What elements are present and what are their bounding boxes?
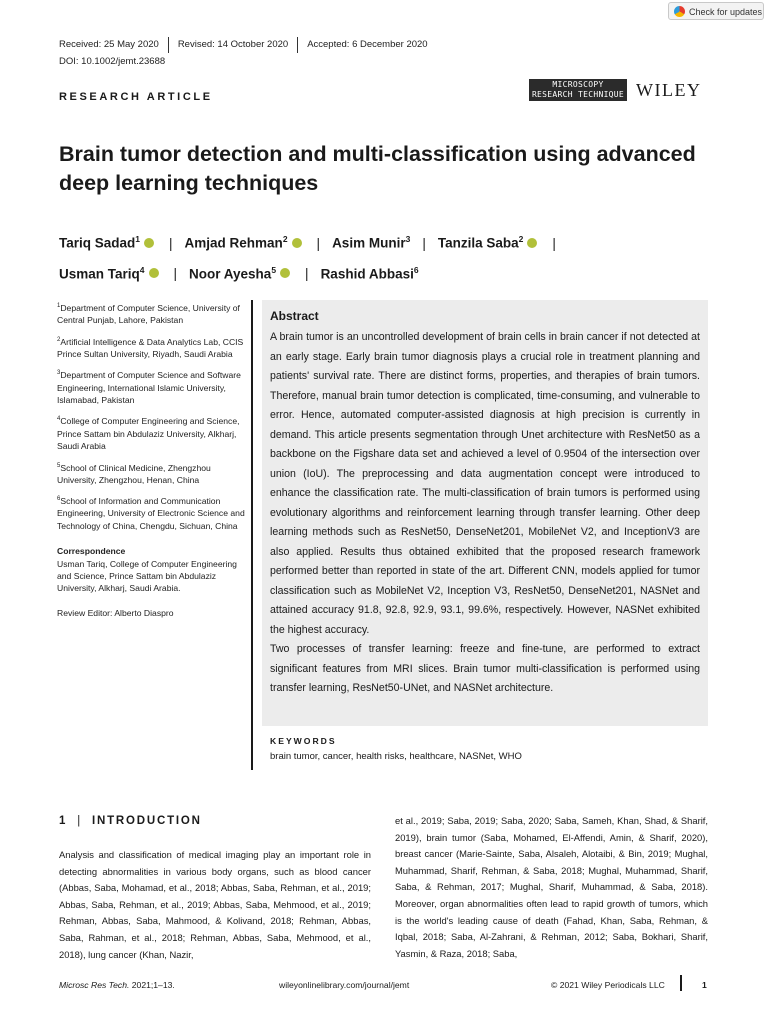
affiliation-num: 2 xyxy=(57,336,61,343)
affiliation-text: Department of Computer Science, University of Central Punjab, Lahore, Pakistan xyxy=(57,302,240,326)
intro-right-column: et al., 2019; Saba, 2019; Saba, 2020; Saba, Sameh, Khan, Shad, & Sharif, 2019), brain tumor (Saba, Mohamed, El-Affendi, Amin, & Sharif, 2020), breast cancer (Marie-Sainte, Saba, Alsaleh, Alotaibi, & Bin, 2019; Mughal, Muhammad, Sharif, Rehman, & Saba, 2018; Mughal, Muhammad, Sharif, Saba, & Rehman, 2017; Mughal, Sharif, Muhammad, & Saba, 2018). Moreover, organ abnormalities often lead to rapid growth of tumors, which is the world's leading cause of death (Fahad, Khan, Saba, Rehman, & Iqbal, 2018; Saba, Al-Zahrani, & Rehman, 2012; Saba, Bokhari, Sharif, Yasmin, & Raza, 2018; Saba, xyxy=(395,815,708,959)
correspondence-text: Usman Tariq, College of Computer Engineering and Science, Prince Sattam bin Abdulaziz University, Alkharj, Saudi Arabia. xyxy=(57,558,237,594)
footer-url[interactable]: wileyonlinelibrary.com/journal/jemt xyxy=(279,980,410,990)
affiliation xyxy=(57,367,245,406)
divider: | xyxy=(422,235,426,251)
author-name: Noor Ayesha xyxy=(189,266,272,281)
affiliation-text: Department of Computer Science and Software Engineering, International Islamic University, Islamabad, Pakistan xyxy=(57,370,241,406)
author-line-2 xyxy=(59,257,719,288)
orcid-icon[interactable] xyxy=(292,238,302,248)
affiliation-num: 5 xyxy=(57,462,61,469)
divider: | xyxy=(552,235,556,251)
divider: | xyxy=(77,815,82,827)
journal-logo-line2: RESEARCH TECHNIQUE xyxy=(531,90,625,99)
section-number: 1 xyxy=(59,815,68,827)
affiliation-num: 1 xyxy=(57,303,61,309)
journal-abbrev: Microsc Res Tech. xyxy=(59,980,130,990)
journal-logo-line1: MICROSCOPY xyxy=(552,80,604,89)
page-number: 1 xyxy=(702,980,707,990)
abstract-heading: Abstract xyxy=(270,309,319,323)
intro-left-column: Analysis and classification of medical imaging play an important role in detecting abnormalities in various body organs, such as blood cancer (Abbas, Saba, Mohamad, et al., 2018; Abbas, Saba, Rehman, et al., 2019; Abbas, Saba, Rehman, et al., 2019; Abbas, Saba, Mehmood, et al., 2019; Rehman, Abbas, Saba, Mahmood, & Kolivand, 2018; Rehman, Abbas, Saba, Rahman, et al., 2018; Rehman, Abbas, Saba, Mehmood, et al., 2018), lung cancer (Khan, Nazir, xyxy=(59,849,371,960)
affiliation-text: College of Computer Engineering and Science, Prince Sattam bin Abdulaziz University, Alkharj, Saudi Arabia xyxy=(57,416,240,452)
crossmark-icon xyxy=(674,6,685,17)
author-name: Amjad Rehman xyxy=(184,235,283,251)
author-name: Asim Munir xyxy=(332,235,406,251)
affiliation xyxy=(57,413,245,452)
author-aff: 4 xyxy=(139,264,145,275)
affiliation xyxy=(57,493,245,532)
author-aff: 2 xyxy=(518,234,524,244)
article-type: RESEARCH ARTICLE xyxy=(59,91,213,103)
author-name: Tariq Sadad xyxy=(59,235,136,251)
footer-citation xyxy=(59,980,175,990)
article-title: Brain tumor detection and multi-classification using advanced deep learning techniques xyxy=(59,142,696,195)
affiliations-column xyxy=(57,300,245,626)
footer-rule xyxy=(680,975,682,991)
affiliation-text: Artificial Intelligence & Data Analytics Lab, CCIS Prince Sultan University, Riyadh, Saudi Arabia xyxy=(57,336,244,359)
revised-date: Revised: 14 October 2020 xyxy=(177,39,289,50)
abstract-paragraph-1: A brain tumor is an uncontrolled development of brain cells in brain cancer if not detected at an early stage. Early brain tumor diagnosis plays a crucial role in treatment planning and patients' survival rate. There are distinct forms, properties, and therapies of brain tumors. Therefore, manual brain tumor detection is complicated, time-consuming, and vulnerable to error. Hence, automated computer-assisted diagnosis at high precision is currently in demand. This article presents segmentation through Unet architecture with ResNet50 as a backbone on the Figshare data set and achieved a level of 0.9504 of the intersection over union (IoU). The preprocessing and data augmentation concept were introduced to enhance the classification rate. The multi-classification of brain tumors is performed using evolutionary algorithms and reinforcement learning through transfer learning. Other deep learning methods such as ResNet50, DenseNet201, MobileNet V2, and InceptionV3 are also applied. Results thus obtained exhibited that the proposed research framework performed better than reported in state of the art. Different CNN, models applied for tumor classification such as MobileNet V2, Inception V3, ResNet50, DenseNet201, NASNet and attained accuracy 91.8, 92.8, 92.9, 93.1, 99.6%, respectively. However, NASNet exhibited the highest accuracy. xyxy=(270,331,700,636)
author-list xyxy=(59,226,719,287)
received-date: Received: 25 May 2020 xyxy=(59,39,159,50)
divider: | xyxy=(316,235,321,251)
column-rule xyxy=(251,300,253,770)
keywords-heading: KEYWORDS xyxy=(270,736,337,746)
affiliation xyxy=(57,460,245,487)
author-aff: 5 xyxy=(271,264,277,275)
abstract-paragraph-2: Two processes of transfer learning: freeze and fine-tune, are performed to extract significant features from MRI slices. Brain tumor multi-classification is performed using transfer learning, ResNet50-UNet, and NASNet architecture. xyxy=(270,643,700,694)
divider: | xyxy=(173,266,178,281)
orcid-icon[interactable] xyxy=(144,238,154,248)
author-name: Tanzila Saba xyxy=(437,235,519,251)
divider xyxy=(297,37,307,53)
affiliation-text: School of Information and Communication Engineering, University of Electronic Science and Technology of China, Chengdu, Sichuan, China xyxy=(57,496,245,531)
author-aff: 3 xyxy=(405,234,411,244)
section-heading xyxy=(59,815,202,827)
author-name: Rashid Abbasi xyxy=(320,266,414,281)
affiliation xyxy=(57,300,245,327)
author-aff: 6 xyxy=(413,264,419,275)
abstract-body xyxy=(270,328,700,699)
volume-pages: 2021;1–13. xyxy=(129,980,175,990)
check-for-updates-label: Check for updates xyxy=(689,7,763,17)
author-aff: 1 xyxy=(135,234,141,244)
affiliation-num: 4 xyxy=(57,416,61,423)
affiliation xyxy=(57,334,245,361)
footer-copyright: © 2021 Wiley Periodicals LLC xyxy=(551,980,665,990)
correspondence-heading: Correspondence xyxy=(57,546,126,557)
orcid-icon[interactable] xyxy=(280,268,290,278)
affiliation-num: 3 xyxy=(57,370,61,377)
author-name: Usman Tariq xyxy=(59,266,140,281)
divider: | xyxy=(169,235,173,251)
accepted-date: Accepted: 6 December 2020 xyxy=(307,39,428,50)
journal-logo xyxy=(529,79,627,101)
section-title: INTRODUCTION xyxy=(92,815,202,827)
doi-link[interactable]: DOI: 10.1002/jemt.23688 xyxy=(59,56,166,67)
affiliation-num: 6 xyxy=(57,496,61,503)
divider: | xyxy=(305,266,309,281)
orcid-icon[interactable] xyxy=(149,268,159,278)
history-dates xyxy=(59,39,437,53)
affiliation-text: School of Clinical Medicine, Zhengzhou University, Zhengzhou, Henan, China xyxy=(57,462,211,485)
author-aff: 2 xyxy=(282,234,288,244)
keywords-text: brain tumor, cancer, health risks, healthcare, NASNet, WHO xyxy=(270,751,522,762)
review-editor: Review Editor: Alberto Diaspro xyxy=(57,607,174,618)
orcid-icon[interactable] xyxy=(527,238,537,248)
publisher-logo: WILEY xyxy=(636,80,702,100)
divider xyxy=(168,37,178,53)
author-line-1 xyxy=(59,226,719,257)
check-for-updates-button[interactable] xyxy=(668,2,764,20)
